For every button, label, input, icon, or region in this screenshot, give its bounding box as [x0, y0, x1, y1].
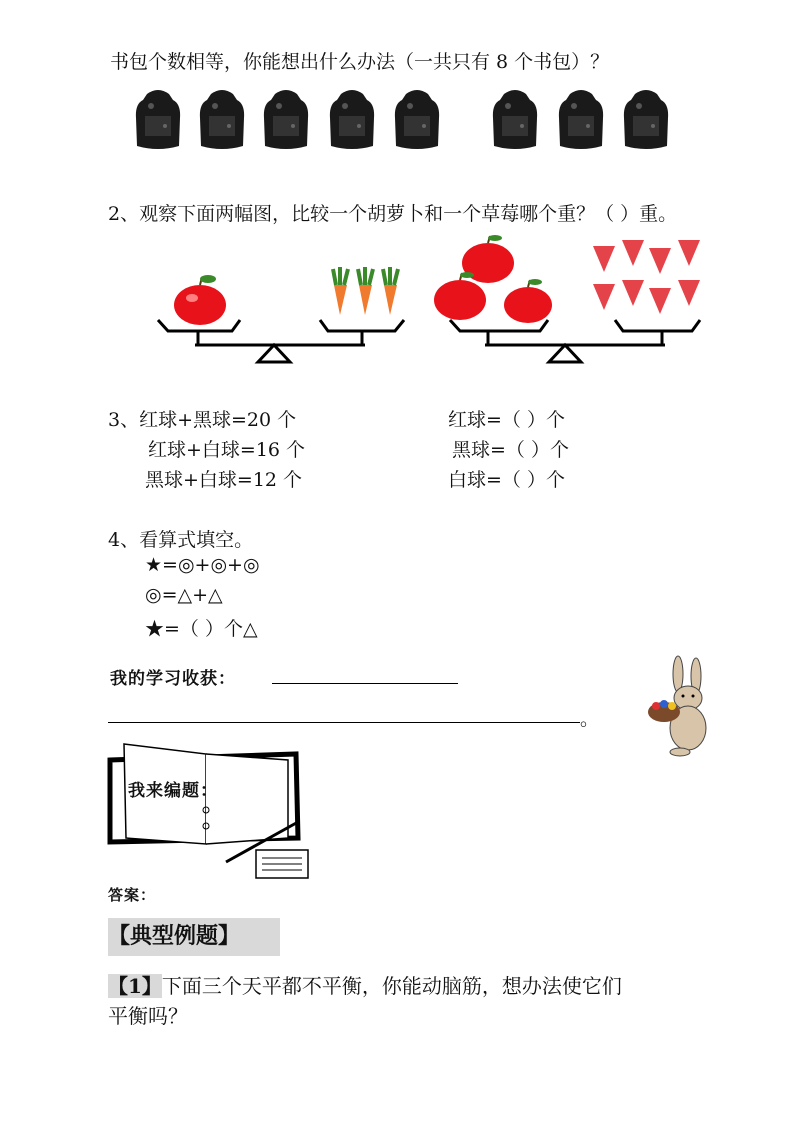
- q3-right-2: 黑球=（ ）个: [452, 439, 569, 461]
- example1-line1: [108, 970, 622, 999]
- rabbit-icon: [646, 654, 716, 758]
- answer-label: 答案：: [108, 886, 157, 904]
- carrot-icon: [333, 267, 348, 315]
- backpack-icon: [197, 86, 247, 152]
- harvest-blank-1[interactable]: [272, 683, 458, 684]
- q4-line-3: ★=（ ）个△: [145, 618, 258, 640]
- q3-right-1: 红球=（ ）个: [448, 409, 565, 431]
- q3-left-3: 黑球+白球=12 个: [145, 469, 303, 491]
- notebook-icon: [106, 740, 318, 882]
- intro-text: 书包个数相等，你能想出什么办法（一共只有 8 个书包）？: [110, 51, 610, 73]
- q4-title: 4、看算式填空。: [108, 529, 254, 551]
- carrot-icon: [358, 267, 373, 315]
- carrot-icon: [383, 267, 398, 315]
- strawberry-icon: [649, 248, 671, 274]
- section-title: 【典型例题】: [108, 918, 280, 956]
- backpack-icon: [327, 86, 377, 152]
- example1-line2: 平衡吗？: [108, 1004, 188, 1028]
- q3-left-1: 3、红球+黑球=20 个: [108, 409, 297, 431]
- balance-scale-left: [150, 255, 415, 367]
- example-number: 【1】: [108, 974, 162, 998]
- strawberry-icon: [622, 280, 644, 306]
- apple-icon: [174, 275, 226, 325]
- harvest-blank-2[interactable]: [108, 722, 580, 723]
- backpack-icon: [261, 86, 311, 152]
- backpack-icon: [392, 86, 442, 152]
- harvest-end-mark: 。: [580, 708, 600, 730]
- strawberry-icon: [649, 288, 671, 314]
- q4-line-2: ◎=△+△: [145, 584, 223, 606]
- q4-line-1: ★=◎+◎+◎: [145, 554, 260, 576]
- apple-icon: [504, 279, 552, 323]
- backpack-icon: [490, 86, 540, 152]
- q3-left-2: 红球+白球=16 个: [148, 439, 306, 461]
- backpack-icon: [556, 86, 606, 152]
- strawberry-icon: [678, 240, 700, 266]
- backpack-icon: [133, 86, 183, 152]
- harvest-label: 我的学习收获：: [110, 669, 236, 689]
- strawberry-icon: [593, 284, 615, 310]
- backpack-icon: [621, 86, 671, 152]
- notebook-label: 我来编题：: [128, 781, 218, 801]
- strawberry-icon: [678, 280, 700, 306]
- q3-right-3: 白球=（ ）个: [448, 469, 565, 491]
- example-text: 下面三个天平都不平衡，你能动脑筋，想办法使它们: [161, 974, 622, 998]
- balance-scale-right: [430, 232, 720, 367]
- strawberry-icon: [593, 246, 615, 272]
- strawberry-icon: [622, 240, 644, 266]
- q2-text: 2、观察下面两幅图，比较一个胡萝卜和一个草莓哪个重？（ ）重。: [108, 203, 678, 225]
